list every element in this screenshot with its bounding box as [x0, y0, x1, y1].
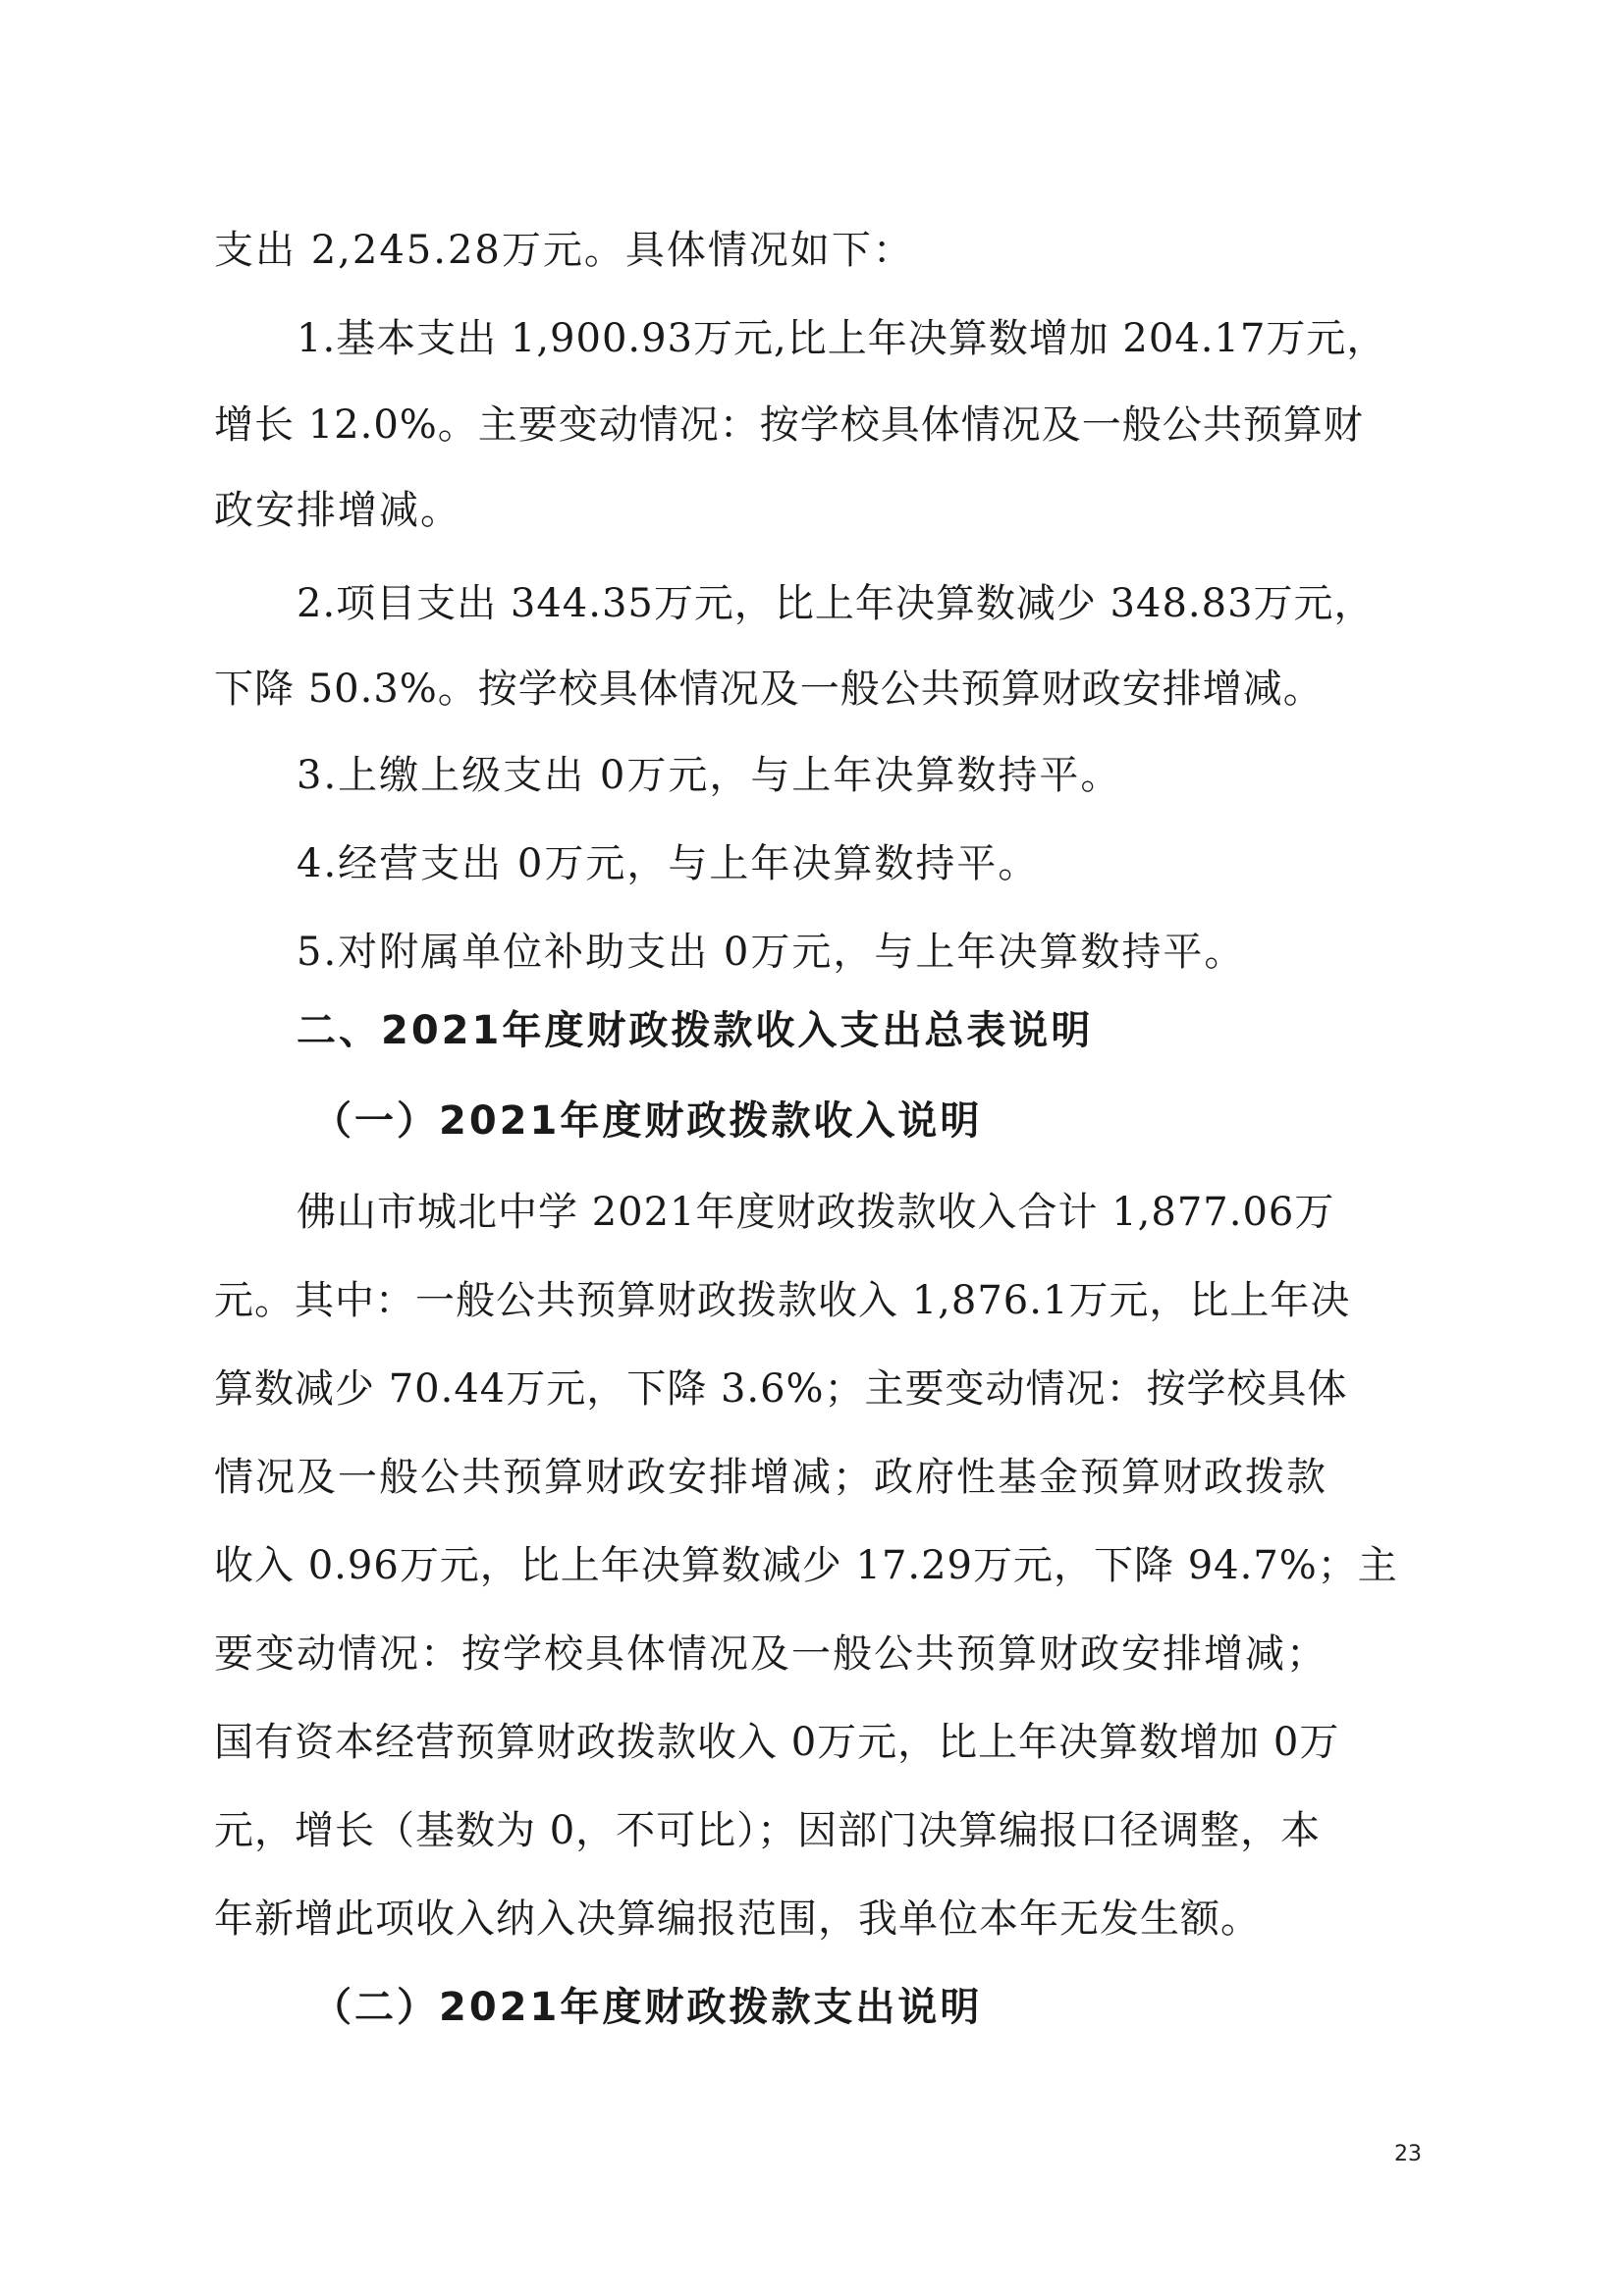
text-line-4: 政安排增减。: [214, 488, 461, 533]
section-heading-2: 二、2021年度财政拨款收入支出总表说明: [297, 1008, 1094, 1053]
text-line-7: 3.上缴上级支出 0万元，与上年决算数持平。: [297, 753, 1122, 798]
text-line-9: 5.对附属单位补助支出 0万元，与上年决算数持平。: [297, 930, 1246, 975]
text-line-20: 年新增此项收入纳入决算编报范围，我单位本年无发生额。: [214, 1896, 1261, 1942]
text-line-12: 佛山市城北中学 2021年度财政拨款收入合计 1,877.06万: [297, 1190, 1335, 1235]
text-line-2: 1.基本支出 1,900.93万元,比上年决算数增加 204.17万元，: [297, 316, 1387, 361]
subsection-heading-2: （二）2021年度财政拨款支出说明: [312, 1985, 983, 2030]
text-line-6: 下降 50.3%。按学校具体情况及一般公共预算财政安排增减。: [214, 667, 1324, 712]
text-line-13: 元。其中：一般公共预算财政拨款收入 1,876.1万元，比上年决: [214, 1278, 1351, 1323]
text-line-8: 4.经营支出 0万元，与上年决算数持平。: [297, 841, 1040, 886]
text-line-3: 增长 12.0%。主要变动情况：按学校具体情况及一般公共预算财: [214, 402, 1364, 448]
text-line-1: 支出 2,245.28万元。具体情况如下：: [214, 228, 914, 273]
text-line-5: 2.项目支出 344.35万元，比上年决算数减少 348.83万元，: [297, 581, 1375, 626]
text-line-17: 要变动情况：按学校具体情况及一般公共预算财政安排增减；: [214, 1631, 1327, 1677]
subsection-heading-1: （一）2021年度财政拨款收入说明: [312, 1098, 983, 1144]
text-line-16: 收入 0.96万元，比上年决算数减少 17.29万元，下降 94.7%；主: [214, 1543, 1398, 1588]
text-line-14: 算数减少 70.44万元，下降 3.6%；主要变动情况：按学校具体: [214, 1366, 1348, 1412]
text-line-19: 元，增长（基数为 0，不可比）；因部门决算编报口径调整，本: [214, 1808, 1322, 1853]
text-line-18: 国有资本经营预算财政拨款收入 0万元，比上年决算数增加 0万: [214, 1720, 1340, 1765]
page-number: 23: [1394, 2142, 1422, 2166]
text-line-15: 情况及一般公共预算财政安排增减；政府性基金预算财政拨款: [214, 1455, 1327, 1500]
